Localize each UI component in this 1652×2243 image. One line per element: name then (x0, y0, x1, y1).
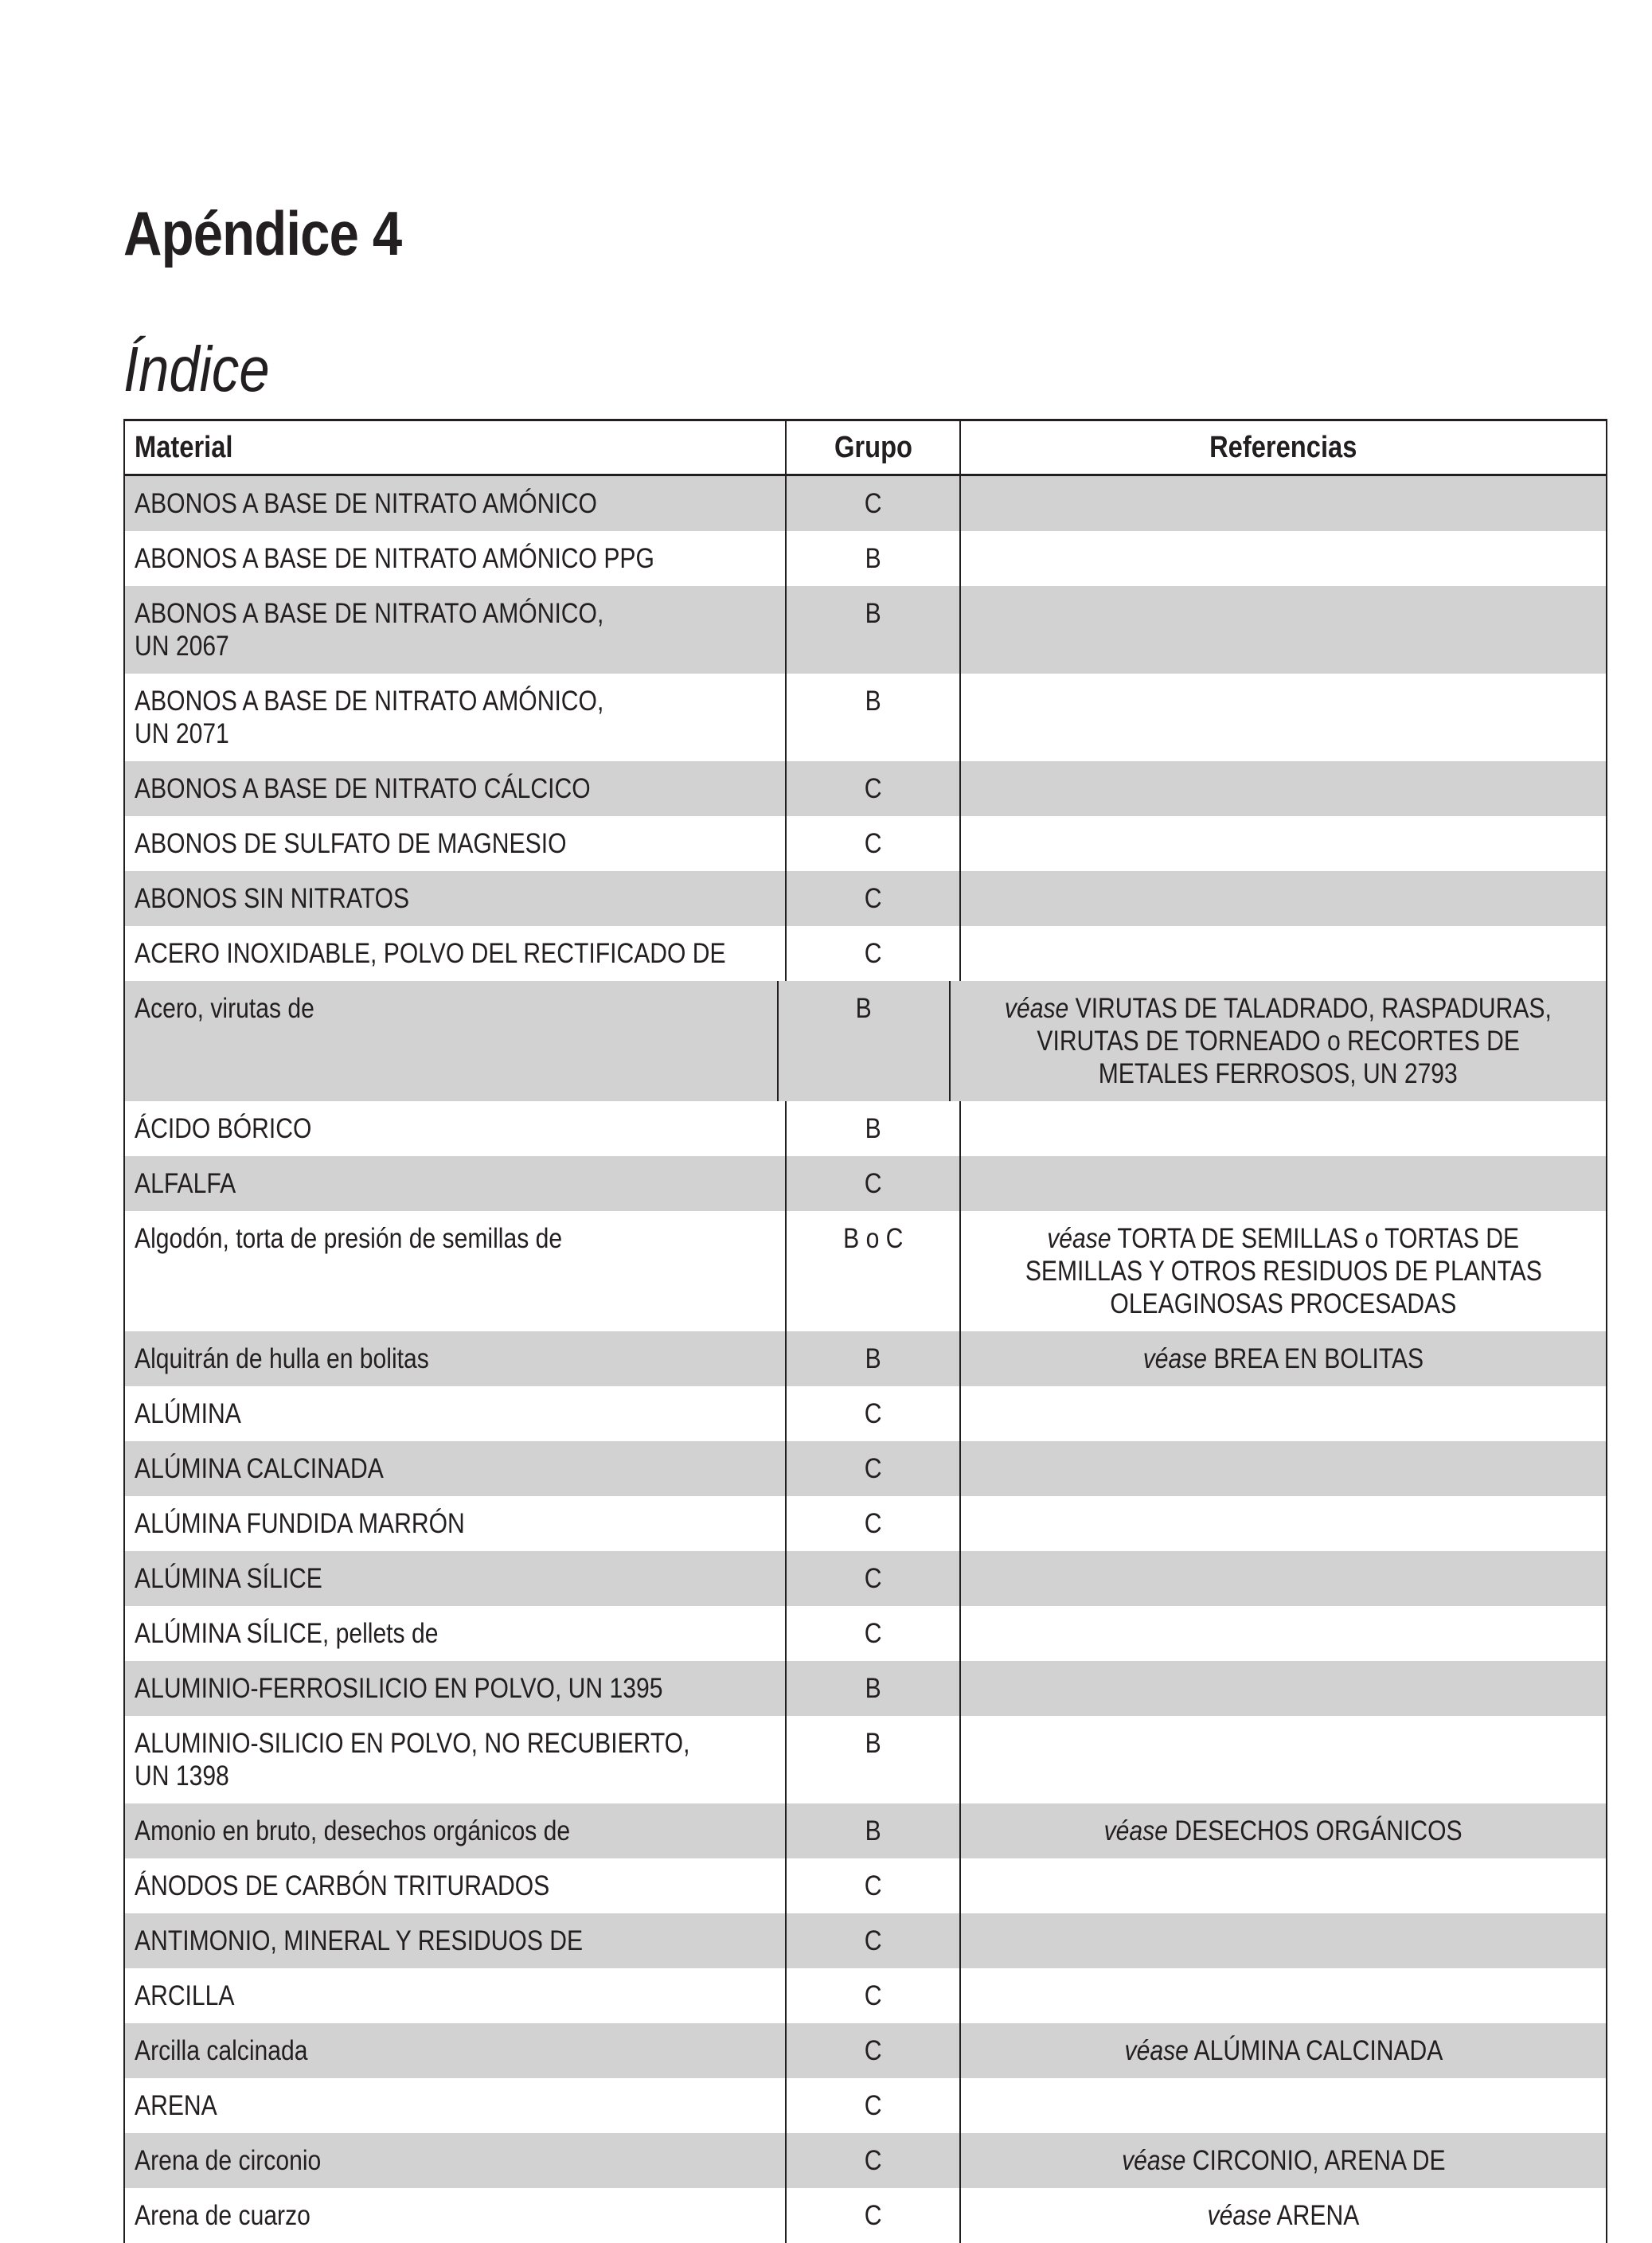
grupo-text: C (864, 2035, 882, 2066)
grupo-text: C (864, 2200, 882, 2231)
material-text: ALFALFA (135, 1168, 236, 1199)
material-text: ABONOS A BASE DE NITRATO AMÓNICO (135, 488, 597, 519)
material-cell (125, 1211, 787, 1331)
table-row (125, 1858, 1606, 1913)
referencias-cell (961, 816, 1606, 871)
column-header-referencias: Referencias (1209, 431, 1357, 464)
material-cell (125, 761, 787, 816)
referencias-cell (961, 1551, 1606, 1606)
reference-text: VIRUTAS DE TORNEADO o RECORTES DE (1037, 1026, 1520, 1057)
material-text: Acero, virutas de (135, 993, 314, 1024)
table-row (125, 2023, 1606, 2078)
grupo-text: B (865, 1343, 881, 1374)
reference-text: SEMILLAS Y OTROS RESIDUOS DE PLANTAS (1025, 1256, 1542, 1287)
material-cell (125, 1606, 787, 1661)
table-row (125, 674, 1606, 761)
grupo-cell (787, 1211, 961, 1331)
page-subtitle: Índice (123, 334, 270, 405)
grupo-cell (787, 1101, 961, 1156)
table-row (125, 981, 1606, 1101)
reference-text: BREA EN BOLITAS (1213, 1343, 1424, 1374)
vease-label: véase (1047, 1223, 1111, 1254)
table-row (125, 2133, 1606, 2188)
grupo-text: C (864, 1980, 882, 2011)
material-text: ALUMINIO-FERROSILICIO EN POLVO, UN 1395 (135, 1673, 663, 1704)
reference-text: METALES FERROSOS, UN 2793 (1099, 1058, 1459, 1089)
material-cell (125, 1101, 787, 1156)
material-cell (125, 1803, 787, 1858)
material-cell (125, 476, 787, 531)
referencias-cell (961, 1913, 1606, 1968)
referencias-cell (961, 2133, 1606, 2188)
grupo-cell (787, 1858, 961, 1913)
reference-text: ALÚMINA CALCINADA (1193, 2035, 1443, 2066)
grupo-cell (787, 761, 961, 816)
reference-text: TORTA DE SEMILLAS o TORTAS DE (1117, 1223, 1520, 1254)
table-row (125, 926, 1606, 981)
grupo-text: C (864, 773, 882, 804)
grupo-text: B o C (842, 1223, 904, 1254)
vease-label: véase (1124, 2035, 1189, 2066)
reference-text: ARENA (1276, 2200, 1360, 2231)
column-header-grupo: Grupo (787, 421, 961, 474)
grupo-cell (787, 531, 961, 586)
grupo-cell (787, 1496, 961, 1551)
grupo-cell (787, 1441, 961, 1496)
grupo-text: C (864, 1508, 882, 1539)
material-cell (125, 1496, 787, 1551)
material-cell (125, 586, 787, 674)
grupo-text: C (864, 883, 882, 914)
grupo-text: C (864, 2090, 882, 2121)
grupo-text: C (864, 1398, 882, 1429)
table-row (125, 1606, 1606, 1661)
material-cell (125, 1716, 787, 1803)
table-row (125, 2188, 1606, 2243)
material-cell (125, 1551, 787, 1606)
grupo-text: C (864, 1563, 882, 1594)
material-text: ÁCIDO BÓRICO (135, 1113, 312, 1144)
material-text: Arena de cuarzo (135, 2200, 310, 2231)
vease-label: véase (1005, 993, 1069, 1024)
referencias-cell (961, 1156, 1606, 1211)
grupo-text: B (865, 1113, 881, 1144)
grupo-text: C (864, 488, 882, 519)
material-cell (125, 2133, 787, 2188)
grupo-cell (787, 1386, 961, 1441)
grupo-text: C (864, 1870, 882, 1901)
referencias-cell (961, 1716, 1606, 1803)
material-text: ABONOS SIN NITRATOS (135, 883, 410, 914)
grupo-cell (787, 1551, 961, 1606)
material-text: ABONOS A BASE DE NITRATO AMÓNICO, (135, 686, 604, 717)
material-cell (125, 1441, 787, 1496)
material-text: ALÚMINA SÍLICE, pellets de (135, 1618, 439, 1649)
table-row (125, 586, 1606, 674)
table-row (125, 1101, 1606, 1156)
material-text: Alquitrán de hulla en bolitas (135, 1343, 429, 1374)
table-row (125, 1211, 1606, 1331)
table-row (125, 871, 1606, 926)
grupo-text: B (856, 993, 873, 1024)
grupo-text: C (864, 1925, 882, 1956)
material-cell (125, 816, 787, 871)
material-text: UN 2071 (135, 718, 229, 749)
table-row (125, 1968, 1606, 2023)
material-text: ALÚMINA CALCINADA (135, 1453, 384, 1484)
referencias-cell (961, 586, 1606, 674)
grupo-text: B (865, 1728, 881, 1759)
grupo-cell (779, 981, 951, 1101)
referencias-cell (961, 1606, 1606, 1661)
material-cell (125, 1331, 787, 1386)
grupo-cell (787, 2078, 961, 2133)
table-row (125, 1716, 1606, 1803)
referencias-cell (961, 1858, 1606, 1913)
reference-text: CIRCONIO, ARENA DE (1192, 2145, 1446, 2176)
grupo-cell (787, 1156, 961, 1211)
table-row (125, 476, 1606, 531)
referencias-cell (961, 1441, 1606, 1496)
referencias-cell (951, 981, 1606, 1101)
grupo-cell (787, 1606, 961, 1661)
material-cell (125, 2078, 787, 2133)
grupo-cell (787, 586, 961, 674)
table-row (125, 1661, 1606, 1716)
material-cell (125, 871, 787, 926)
material-text: Arcilla calcinada (135, 2035, 308, 2066)
grupo-cell (787, 674, 961, 761)
material-text: ARENA (135, 2090, 217, 2121)
table-row (125, 1496, 1606, 1551)
material-text: ABONOS DE SULFATO DE MAGNESIO (135, 828, 567, 859)
material-text: ACERO INOXIDABLE, POLVO DEL RECTIFICADO DE (135, 938, 726, 969)
index-table (123, 419, 1607, 2243)
material-cell (125, 2188, 787, 2243)
reference-text: VIRUTAS DE TALADRADO, RASPADURAS, (1075, 993, 1552, 1024)
table-header-row (125, 421, 1606, 476)
referencias-cell (961, 1386, 1606, 1441)
referencias-cell (961, 926, 1606, 981)
grupo-text: B (865, 686, 881, 717)
table-row (125, 531, 1606, 586)
material-text: ABONOS A BASE DE NITRATO CÁLCICO (135, 773, 591, 804)
material-cell (125, 1968, 787, 2023)
referencias-cell (961, 1331, 1606, 1386)
grupo-cell (787, 1331, 961, 1386)
grupo-cell (787, 1716, 961, 1803)
grupo-cell (787, 2133, 961, 2188)
referencias-cell (961, 1803, 1606, 1858)
grupo-text: B (865, 598, 881, 629)
material-text: ALÚMINA SÍLICE (135, 1563, 322, 1594)
referencias-cell (961, 761, 1606, 816)
table-row (125, 1331, 1606, 1386)
grupo-text: B (865, 543, 881, 574)
material-cell (125, 2023, 787, 2078)
referencias-cell (961, 1101, 1606, 1156)
grupo-cell (787, 816, 961, 871)
table-row (125, 2078, 1606, 2133)
grupo-cell (787, 926, 961, 981)
referencias-cell (961, 871, 1606, 926)
column-header-material: Material (125, 421, 787, 474)
material-text: Amonio en bruto, desechos orgánicos de (135, 1815, 571, 1846)
page-title: Apéndice 4 (123, 198, 402, 269)
material-text: UN 2067 (135, 631, 229, 662)
reference-text: DESECHOS ORGÁNICOS (1174, 1815, 1463, 1846)
material-text: ANTIMONIO, MINERAL Y RESIDUOS DE (135, 1925, 584, 1956)
material-text: ÁNODOS DE CARBÓN TRITURADOS (135, 1870, 550, 1901)
material-text: ARCILLA (135, 1980, 235, 2011)
material-text: ALÚMINA (135, 1398, 241, 1429)
grupo-text: C (864, 1168, 882, 1199)
vease-label: véase (1104, 1815, 1169, 1846)
referencias-cell (961, 2023, 1606, 2078)
grupo-text: C (864, 2145, 882, 2176)
referencias-cell (961, 476, 1606, 531)
table-row (125, 1441, 1606, 1496)
referencias-cell (961, 1496, 1606, 1551)
grupo-text: B (865, 1815, 881, 1846)
grupo-text: C (864, 1618, 882, 1649)
material-cell (125, 531, 787, 586)
vease-label: véase (1121, 2145, 1186, 2176)
grupo-text: C (864, 828, 882, 859)
material-cell (125, 1386, 787, 1441)
grupo-text: C (864, 1453, 882, 1484)
grupo-cell (787, 1968, 961, 2023)
material-text: ABONOS A BASE DE NITRATO AMÓNICO PPG (135, 543, 654, 574)
material-text: ALUMINIO-SILICIO EN POLVO, NO RECUBIERTO, (135, 1728, 690, 1759)
material-cell (125, 1661, 787, 1716)
referencias-cell (961, 2188, 1606, 2243)
grupo-cell (787, 871, 961, 926)
table-row (125, 1551, 1606, 1606)
table-row (125, 816, 1606, 871)
table-row (125, 1913, 1606, 1968)
table-row (125, 1156, 1606, 1211)
table-row (125, 761, 1606, 816)
material-cell (125, 1913, 787, 1968)
material-text: Arena de circonio (135, 2145, 322, 2176)
grupo-cell (787, 1661, 961, 1716)
material-text: ABONOS A BASE DE NITRATO AMÓNICO, (135, 598, 604, 629)
referencias-cell (961, 2078, 1606, 2133)
referencias-cell (961, 1661, 1606, 1716)
grupo-text: B (865, 1673, 881, 1704)
material-cell (125, 981, 779, 1101)
grupo-text: C (864, 938, 882, 969)
reference-text: OLEAGINOSAS PROCESADAS (1110, 1288, 1457, 1319)
table-row (125, 1386, 1606, 1441)
table-body (125, 476, 1606, 2243)
vease-label: véase (1207, 2200, 1271, 2231)
vease-label: véase (1142, 1343, 1208, 1374)
referencias-cell (961, 531, 1606, 586)
table-row (125, 1803, 1606, 1858)
referencias-cell (961, 674, 1606, 761)
grupo-cell (787, 476, 961, 531)
grupo-cell (787, 2023, 961, 2078)
material-text: UN 1398 (135, 1760, 229, 1792)
grupo-cell (787, 1913, 961, 1968)
material-cell (125, 1156, 787, 1211)
material-text: ALÚMINA FUNDIDA MARRÓN (135, 1508, 465, 1539)
material-cell (125, 1858, 787, 1913)
referencias-cell (961, 1211, 1606, 1331)
grupo-cell (787, 1803, 961, 1858)
material-cell (125, 926, 787, 981)
grupo-cell (787, 2188, 961, 2243)
referencias-cell (961, 1968, 1606, 2023)
material-cell (125, 674, 787, 761)
material-text: Algodón, torta de presión de semillas de (135, 1223, 563, 1254)
